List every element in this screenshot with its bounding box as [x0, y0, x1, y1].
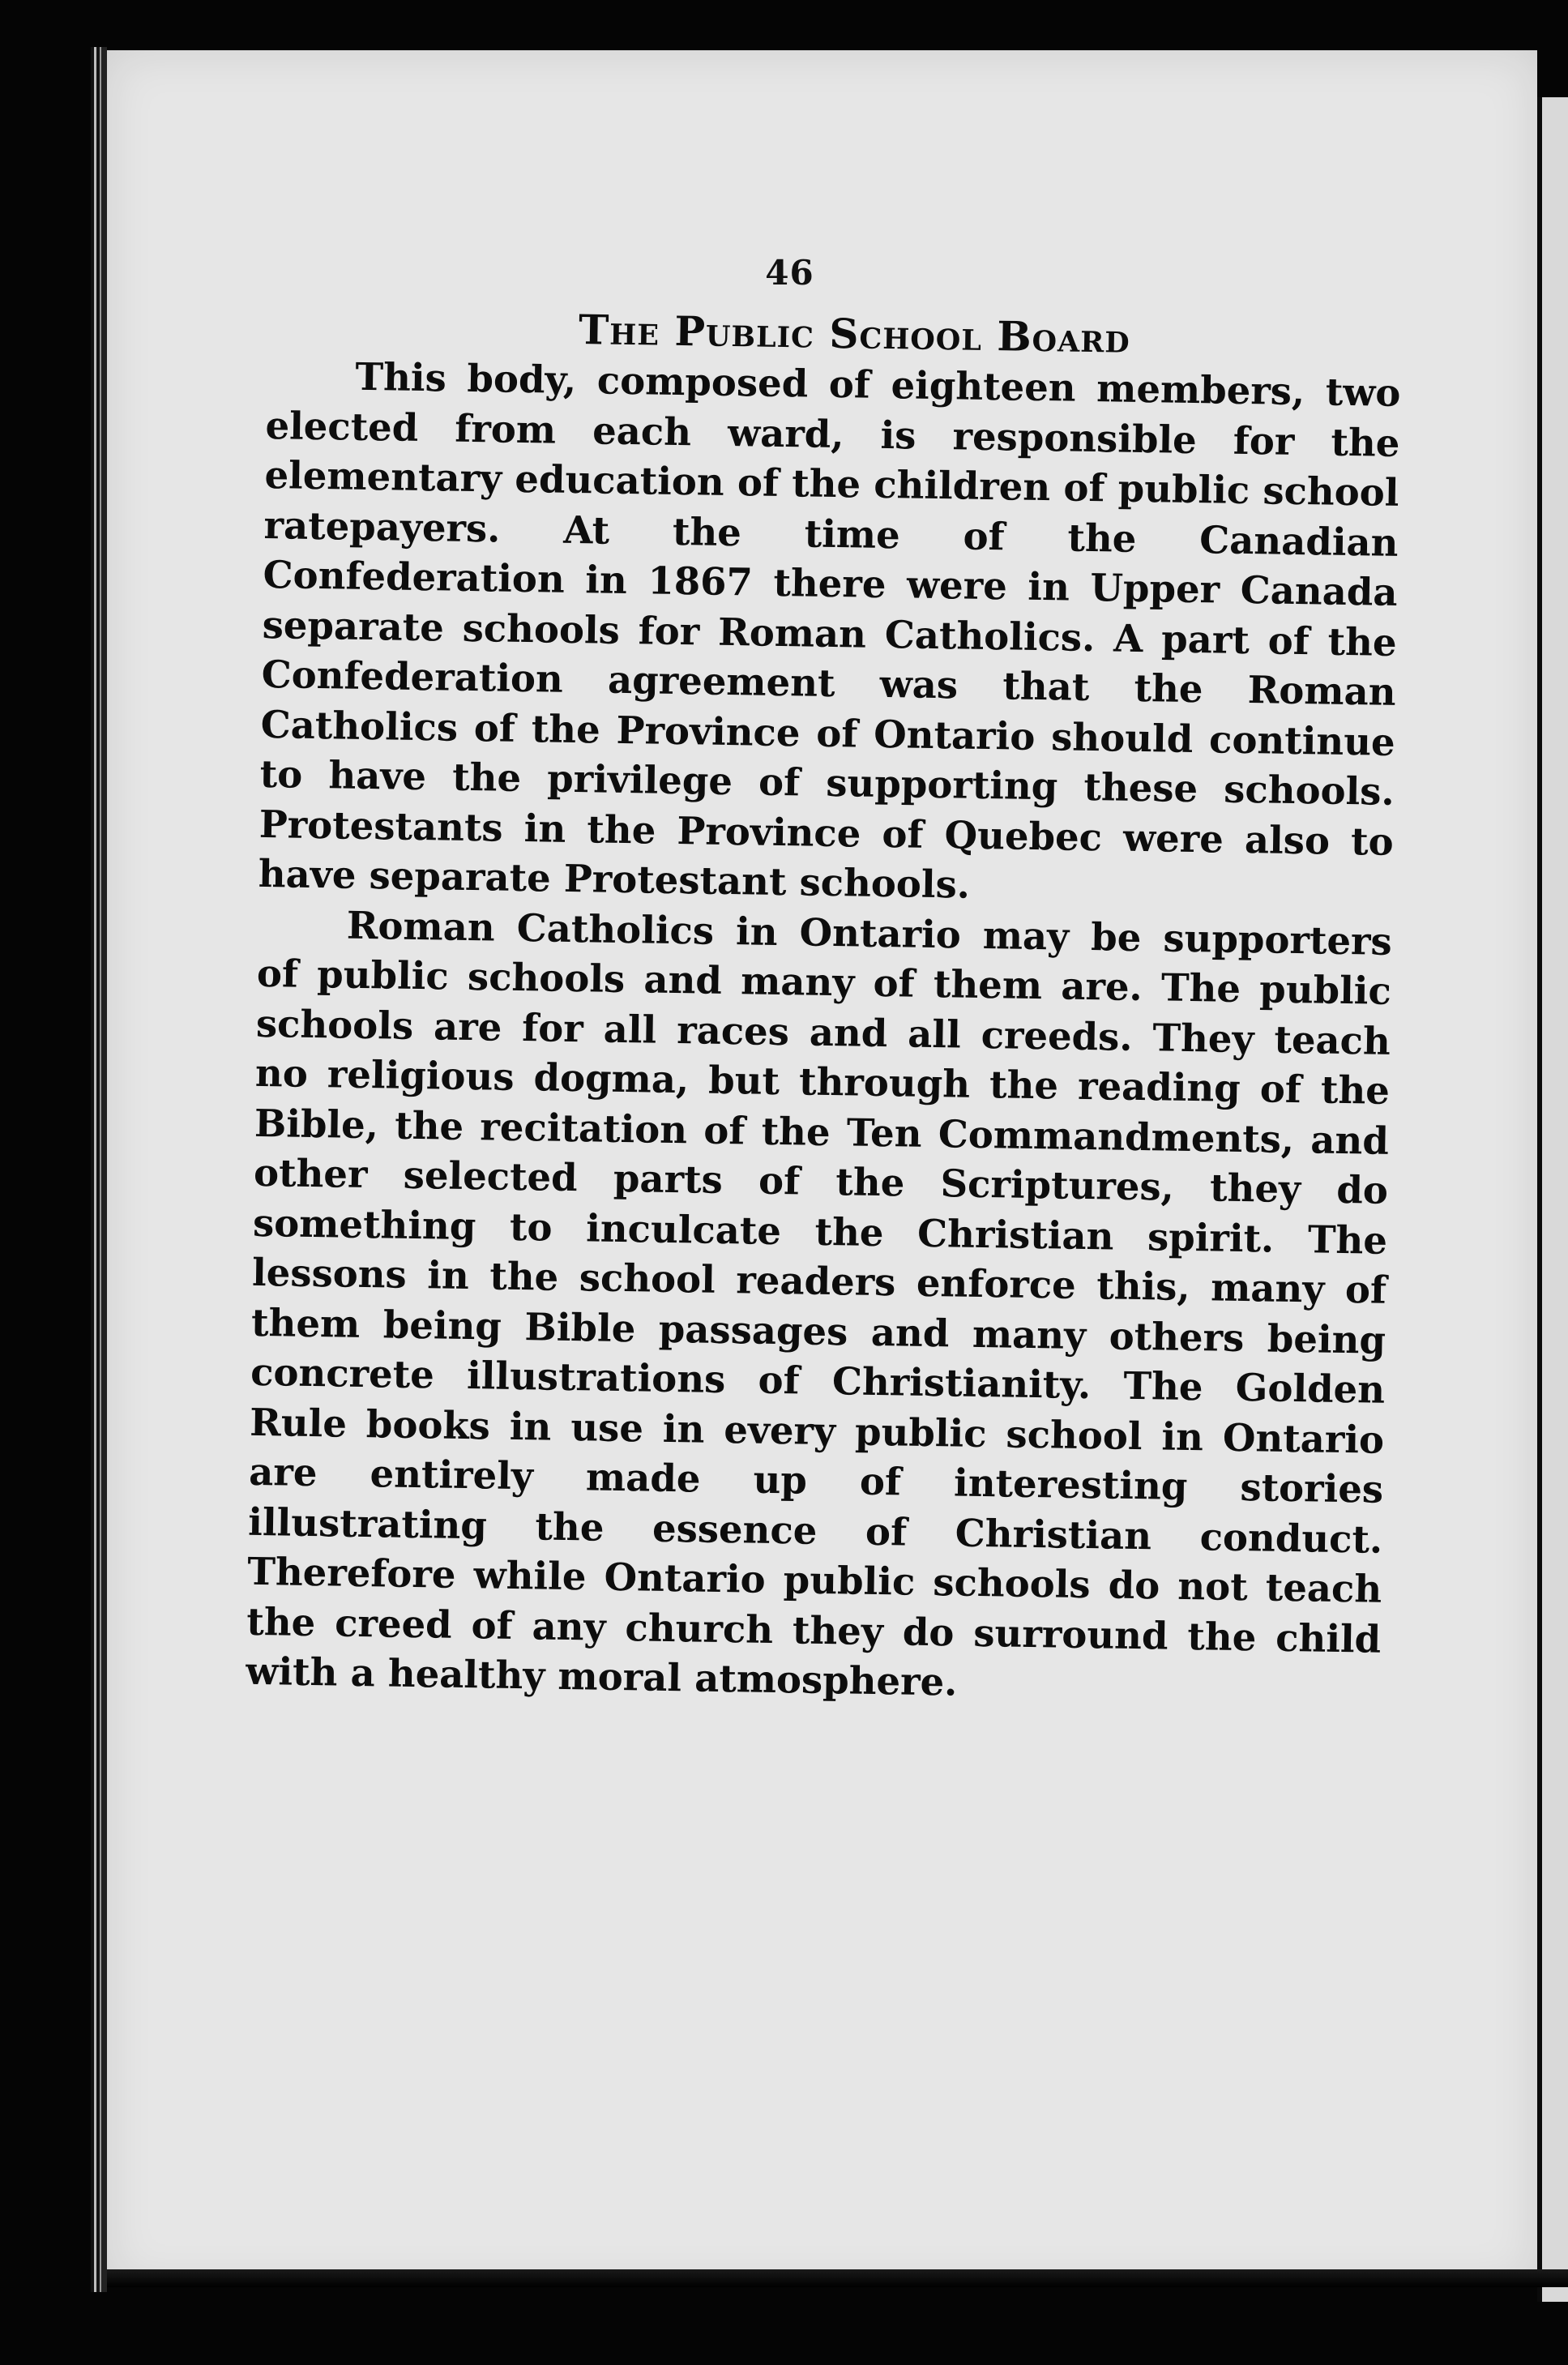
- page-number: 46: [765, 253, 814, 293]
- paragraph-1: This body, composed of eighteen members, two elected from each ward, is responsible for the elementary education of the children of public school ratepayers. At the time of the Canadian Confederation in 1867 there were in Upper Canada separate schools for Roman Catholics. A part of the Confederation agreement was that the Roman Catholics of the Province of Ontario should continue to have the privilege of supporting these schools. Protestants in the Province of Quebec were also to have separate Protestant schools.: [258, 353, 1401, 907]
- book-binding: [91, 47, 107, 2292]
- section-heading: The Public School Board: [578, 306, 1131, 362]
- page-bottom-edge: [107, 2269, 1568, 2287]
- paragraph-2: Roman Catholics in Ontario may be supporters of public schools and many of them are. The public schools are for all races and all creeds. They teach no religious dogma, but through the reading of the Bible, the recitation of the Ten Commandments, and other selected parts of the Scriptures, they do something to inculcate the Christian spirit. The lessons in the school readers enforce this, many of them being Bible passages and many others being concrete illustrations of Christianity. The Golden Rule books in use in every public school in Ontario are entirely made up of interesting stories illustrating the essence of Christian conduct. Therefore while Ontario public schools do not teach the creed of any church they do surround the child with a healthy moral atmosphere.: [245, 902, 1393, 1704]
- page-text: [246, 300, 1402, 1713]
- next-leaf-edge: [1537, 97, 1568, 2302]
